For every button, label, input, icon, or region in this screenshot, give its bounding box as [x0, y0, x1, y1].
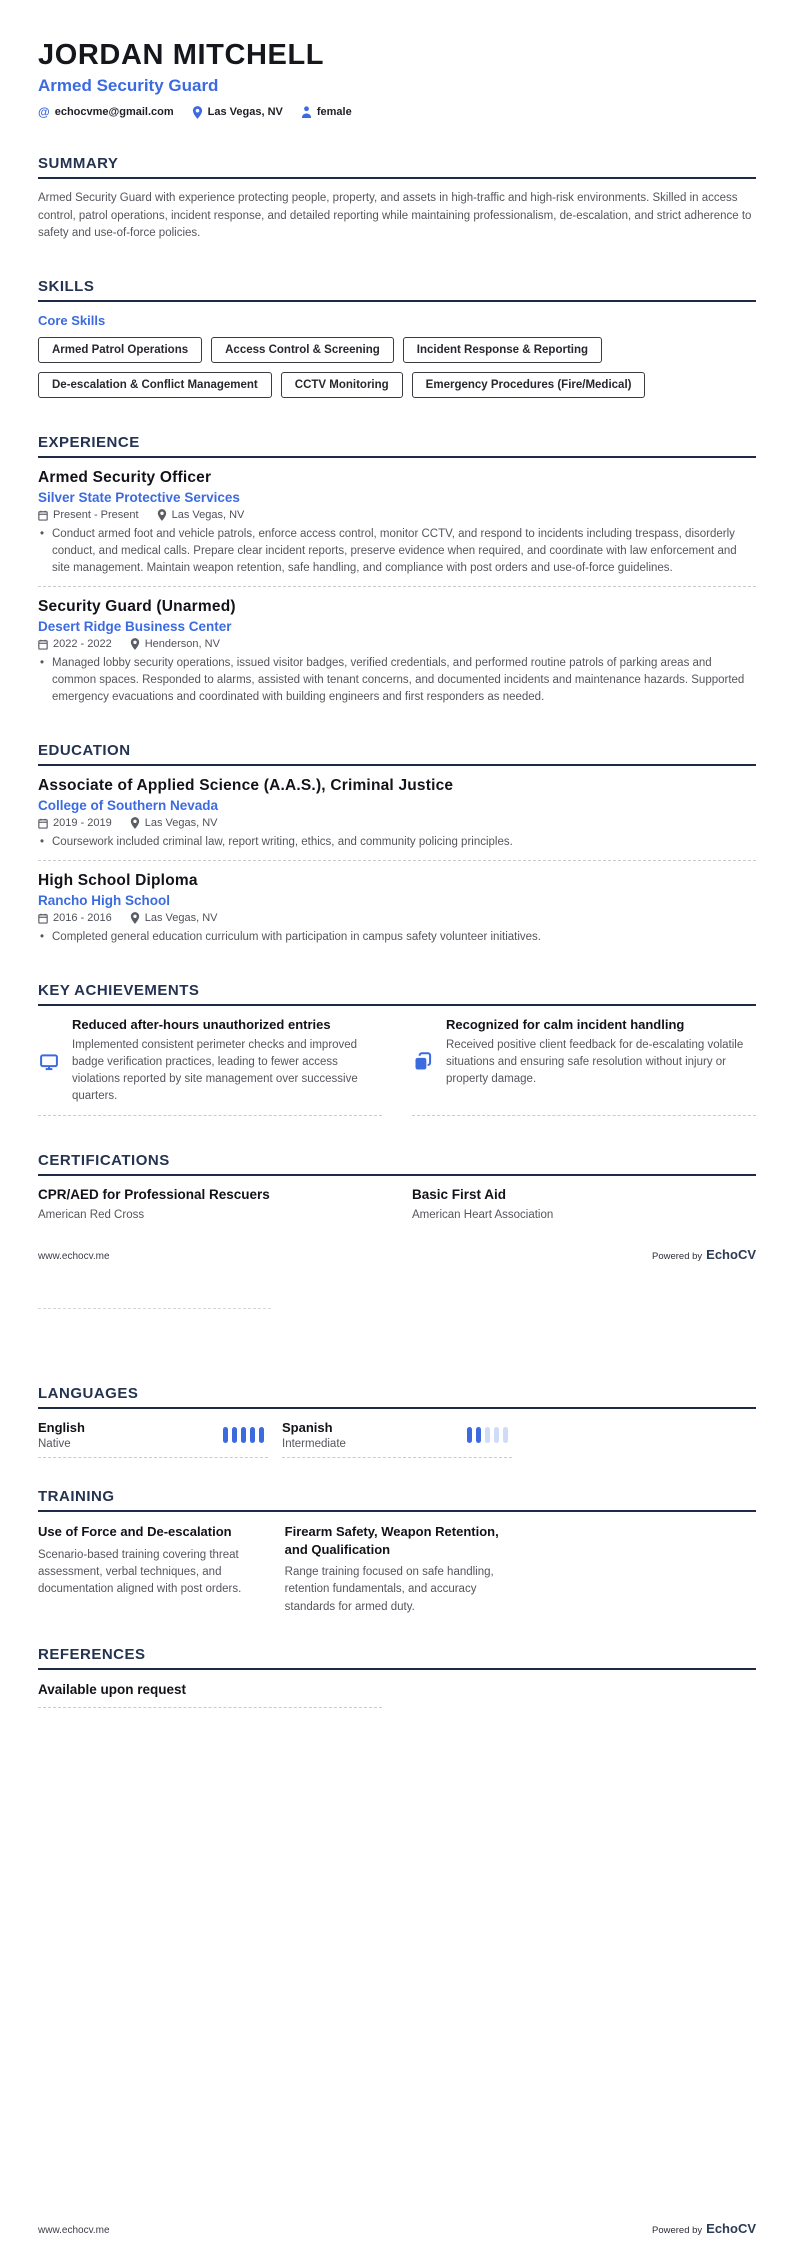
- skill-chip: Emergency Procedures (Fire/Medical): [412, 372, 646, 398]
- achievement-content: [72, 1017, 382, 1105]
- skills-group-label: Core Skills: [38, 313, 106, 329]
- achievements-heading: KEY ACHIEVEMENTS: [38, 982, 756, 1006]
- calendar-icon: [38, 818, 48, 829]
- education-location: [130, 817, 218, 829]
- section-experience: [38, 434, 756, 706]
- training-text: Range training focused on safe handling, retention fundamentals, and accuracy standards for armed duty.: [284, 1566, 494, 1613]
- reference-item: [38, 1681, 382, 1708]
- calendar-icon: [38, 639, 48, 650]
- education-meta: [38, 912, 756, 924]
- section-achievements: [38, 982, 756, 1116]
- education-dates-text: 2016 - 2016: [53, 912, 112, 925]
- job-location-text: Las Vegas, NV: [171, 509, 245, 522]
- page2-footer: [38, 2221, 756, 2236]
- section-education: [38, 742, 756, 946]
- achievements-grid: [38, 1017, 756, 1116]
- language-level: Native: [38, 1438, 71, 1451]
- section-certifications: [38, 1152, 756, 1221]
- language-level: Intermediate: [282, 1438, 346, 1451]
- summary-text: Armed Security Guard with experience protecting people, property, and assets in high-traffic and high-risk environments. Skilled in access control, patrol operations, incident response, and detailed reporting while maintaining professionalism, de-escalation, and strict adherence to safety and use-of-force policies.: [38, 192, 752, 239]
- training-item: [38, 1523, 263, 1615]
- language-name: Spanish: [282, 1420, 333, 1436]
- achievement-text: Received positive client feedback for de-escalating volatile situations and ensuring safe resolution without injury or property damage.: [446, 1039, 744, 1086]
- achievement-item: [412, 1017, 756, 1116]
- monitor-icon: [38, 1017, 60, 1105]
- language-info: [282, 1420, 346, 1450]
- certification-issuer: American Heart Association: [412, 1209, 554, 1222]
- job-bullet: • Managed lobby security operations, issued visitor badges, verified credentials, and performed routine patrols of parking areas and common spaces. Responded to alarms, assisted with tenant concerns, and documented incidents and maintenance hazards. Supported emergency evacuations and coordinated with building engineers and first responders as needed.: [38, 655, 756, 706]
- achievement-content: [446, 1017, 756, 1105]
- education-heading: EDUCATION: [38, 742, 756, 766]
- training-grid: [38, 1523, 756, 1615]
- skill-chip: De-escalation & Conflict Management: [38, 372, 272, 398]
- job-company: Silver State Protective Services: [38, 490, 240, 506]
- achievement-title: Recognized for calm incident handling: [446, 1017, 685, 1033]
- training-text: Scenario-based training covering threat assessment, verbal techniques, and documentation aligned with post orders.: [38, 1548, 242, 1595]
- job-location: [130, 638, 220, 650]
- education-dates: [38, 912, 112, 924]
- education-entry: [38, 777, 756, 851]
- contact-location: [192, 106, 283, 119]
- section-summary: [38, 155, 756, 242]
- summary-heading: SUMMARY: [38, 155, 756, 179]
- calendar-icon: [38, 510, 48, 521]
- page-break-dashed-line: [38, 1308, 271, 1309]
- certification-issuer: American Red Cross: [38, 1209, 145, 1222]
- language-proficiency-bars: [467, 1427, 512, 1443]
- section-training: [38, 1488, 756, 1615]
- skill-chip: Incident Response & Reporting: [403, 337, 602, 363]
- job-meta: [38, 638, 756, 650]
- school-name: College of Southern Nevada: [38, 798, 219, 814]
- language-info: [38, 1420, 85, 1450]
- skill-chip: CCTV Monitoring: [281, 372, 403, 398]
- achievement-item: [38, 1017, 382, 1116]
- section-references: [38, 1646, 756, 1708]
- job-title-text: Security Guard (Unarmed): [38, 598, 236, 616]
- job-dates: [38, 638, 112, 650]
- training-item: [285, 1523, 510, 1615]
- degree-title: High School Diploma: [38, 872, 198, 890]
- contact-location-text: Las Vegas, NV: [207, 106, 283, 119]
- certifications-grid: [38, 1187, 756, 1221]
- education-bullet: • Coursework included criminal law, report writing, ethics, and community policing principles.: [38, 834, 756, 851]
- job-company: Desert Ridge Business Center: [38, 619, 232, 635]
- education-bullet: • Completed general education curriculum with participation in campus safety volunteer initiatives.: [38, 929, 756, 946]
- certifications-heading: CERTIFICATIONS: [38, 1152, 756, 1176]
- skill-chip-list: [38, 337, 756, 398]
- skill-chip: Armed Patrol Operations: [38, 337, 202, 363]
- education-location: [130, 912, 218, 924]
- achievement-text: Implemented consistent perimeter checks and improved badge verification practices, leading to fewer access violations reported by site management over successive quarters.: [72, 1039, 358, 1103]
- powered-by: [652, 2221, 756, 2236]
- language-name: English: [38, 1420, 85, 1436]
- languages-heading: LANGUAGES: [38, 1385, 756, 1409]
- copy-pages-icon: [412, 1017, 434, 1105]
- job-title-text: Armed Security Officer: [38, 469, 212, 487]
- dashed-divider: [38, 860, 756, 861]
- section-skills: [38, 278, 756, 398]
- powered-by-prefix: Powered by: [651, 1251, 703, 1263]
- location-pin-icon: [130, 912, 140, 924]
- echocv-brand-link[interactable]: EchoCV: [706, 1247, 756, 1263]
- achievement-title: Reduced after-hours unauthorized entries: [72, 1017, 331, 1033]
- certification-item: [38, 1187, 382, 1221]
- dashed-divider: [38, 586, 756, 587]
- contact-email[interactable]: [38, 105, 174, 119]
- education-dates: [38, 817, 112, 829]
- job-dates-text: Present - Present: [53, 509, 139, 522]
- candidate-job-title: Armed Security Guard: [38, 76, 219, 96]
- experience-entry: [38, 598, 756, 706]
- education-meta: [38, 817, 756, 829]
- location-pin-icon: [130, 817, 140, 829]
- footer-site-link[interactable]: www.echocv.me: [38, 2225, 110, 2236]
- degree-title: Associate of Applied Science (A.A.S.), Criminal Justice: [38, 777, 454, 795]
- training-heading: TRAINING: [38, 1488, 756, 1512]
- training-title: Use of Force and De-escalation: [38, 1524, 232, 1540]
- email-icon: @: [38, 105, 50, 120]
- job-bullet: • Conduct armed foot and vehicle patrols, enforce access control, monitor CCTV, and respond to incidents including trespass, disorderly conduct, and medical calls. Prepare clear incident reports, preserve evidence when required, and coordinate with law enforcement and site management. Maintain weapon retention, safe handling, and compliance with post orders and use-of-force guidelines.: [38, 526, 756, 577]
- certification-name: Basic First Aid: [412, 1187, 507, 1203]
- footer-site-link[interactable]: www.echocv.me: [38, 1251, 110, 1263]
- contact-row: [38, 105, 756, 119]
- location-pin-icon: [157, 509, 167, 521]
- language-item: [38, 1420, 268, 1458]
- education-location-text: Las Vegas, NV: [144, 912, 218, 925]
- contact-gender: [301, 106, 352, 118]
- job-dates-text: 2022 - 2022: [53, 638, 112, 651]
- calendar-icon: [38, 913, 48, 924]
- powered-by-prefix: Powered by: [651, 2225, 703, 2236]
- resume-header: [38, 40, 756, 119]
- echocv-brand-link[interactable]: EchoCV: [706, 2221, 756, 2236]
- page1-footer: [38, 1247, 756, 1262]
- contact-email-text: echocvme@gmail.com: [54, 106, 174, 119]
- references-heading: REFERENCES: [38, 1646, 756, 1670]
- school-name: Rancho High School: [38, 893, 171, 909]
- references-grid: [38, 1681, 756, 1708]
- location-pin-icon: [192, 106, 203, 119]
- experience-entry: [38, 469, 756, 577]
- education-entry: [38, 872, 756, 946]
- education-dates-text: 2019 - 2019: [53, 817, 112, 830]
- location-pin-icon: [130, 638, 140, 650]
- language-proficiency-bars: [223, 1427, 268, 1443]
- references-text: Available upon request: [38, 1681, 187, 1697]
- job-meta: [38, 509, 756, 521]
- certification-name: CPR/AED for Professional Rescuers: [38, 1187, 270, 1203]
- candidate-name: JORDAN MITCHELL: [38, 39, 325, 71]
- skills-heading: SKILLS: [38, 278, 756, 302]
- language-item: [282, 1420, 512, 1458]
- experience-heading: EXPERIENCE: [38, 434, 756, 458]
- powered-by: [652, 1247, 756, 1262]
- job-location-text: Henderson, NV: [144, 638, 220, 651]
- training-title: Firearm Safety, Weapon Retention, and Qualification: [284, 1524, 499, 1557]
- certification-item: [412, 1187, 756, 1221]
- job-dates: [38, 509, 139, 521]
- skill-chip: Access Control & Screening: [211, 337, 394, 363]
- languages-grid: [38, 1420, 756, 1458]
- education-location-text: Las Vegas, NV: [144, 817, 218, 830]
- section-languages: [38, 1385, 756, 1458]
- job-location: [157, 509, 245, 521]
- person-icon: [301, 106, 312, 118]
- contact-gender-text: female: [316, 106, 352, 119]
